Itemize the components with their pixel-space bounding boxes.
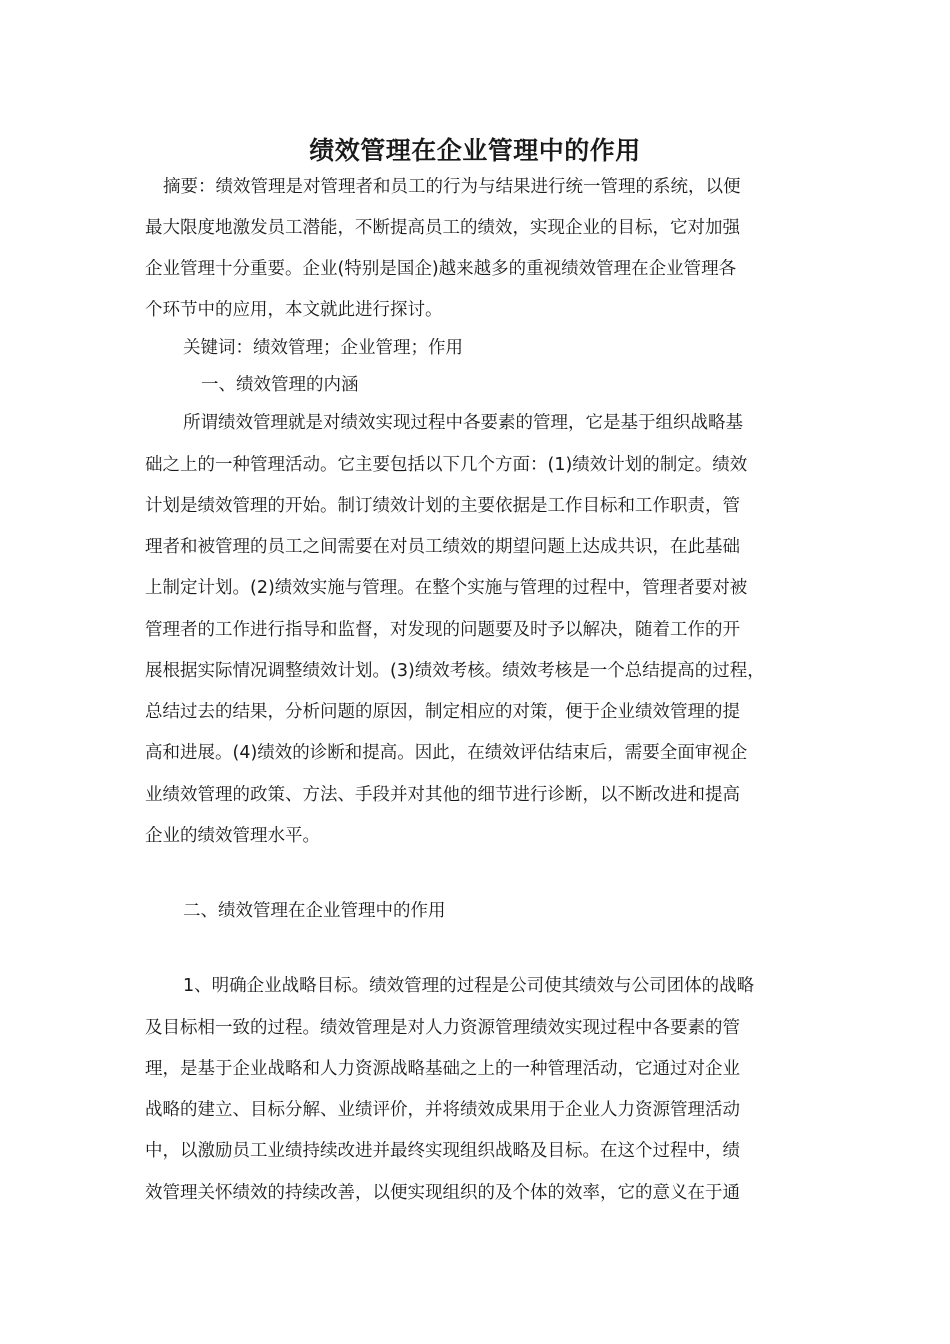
paragraph-line: 础之上的一种管理活动。它主要包括以下几个方面：(1)绩效计划的制定。绩效: [145, 455, 748, 475]
paragraph-line: 展根据实际情况调整绩效计划。(3)绩效考核。绩效考核是一个总结提高的过程，: [145, 661, 765, 681]
abstract-line: 个环节中的应用，本文就此进行探讨。: [145, 300, 443, 320]
paragraph-line: 上制定计划。(2)绩效实施与管理。在整个实施与管理的过程中，管理者要对被: [145, 578, 748, 598]
paragraph-line: 理，是基于企业战略和人力资源战略基础之上的一种管理活动，它通过对企业: [145, 1059, 740, 1079]
paragraph-line: 战略的建立、目标分解、业绩评价，并将绩效成果用于企业人力资源管理活动: [145, 1100, 740, 1120]
paragraph-line: 理者和被管理的员工之间需要在对员工绩效的期望问题上达成共识，在此基础: [145, 537, 740, 557]
section-heading: 二、绩效管理在企业管理中的作用: [183, 901, 446, 921]
paragraph-line: 管理者的工作进行指导和监督，对发现的问题要及时予以解决，随着工作的开: [145, 620, 740, 640]
paragraph-line: 中，以激励员工业绩持续改进并最终实现组织战略及目标。在这个过程中，绩: [145, 1141, 740, 1161]
abstract-line: 摘要：绩效管理是对管理者和员工的行为与结果进行统一管理的系统，以便: [163, 177, 741, 197]
paragraph-line: 及目标相一致的过程。绩效管理是对人力资源管理绩效实现过程中各要素的管: [145, 1018, 740, 1038]
paragraph-line: 总结过去的结果，分析问题的原因，制定相应的对策，便于企业绩效管理的提: [145, 702, 740, 722]
keywords-line: 关键词：绩效管理；企业管理；作用: [183, 338, 463, 358]
paragraph-line: 1、明确企业战略目标。绩效管理的过程是公司使其绩效与公司团体的战略: [183, 976, 755, 996]
abstract-line: 企业管理十分重要。企业(特别是国企)越来越多的重视绩效管理在企业管理各: [145, 259, 737, 279]
paragraph-line: 效管理关怀绩效的持续改善，以便实现组织的及个体的效率，它的意义在于通: [145, 1183, 740, 1203]
paragraph-line: 业绩效管理的政策、方法、手段并对其他的细节进行诊断，以不断改进和提高: [145, 785, 740, 805]
paragraph-line: 高和进展。(4)绩效的诊断和提高。因此，在绩效评估结束后，需要全面审视企: [145, 743, 748, 763]
paragraph-line: 所谓绩效管理就是对绩效实现过程中各要素的管理，它是基于组织战略基: [183, 413, 743, 433]
abstract-line: 最大限度地激发员工潜能，不断提高员工的绩效，实现企业的目标，它对加强: [145, 218, 740, 238]
paragraph-line: 企业的绩效管理水平。: [145, 826, 320, 846]
section-heading: 一、绩效管理的内涵: [201, 375, 359, 395]
paragraph-line: 计划是绩效管理的开始。制订绩效计划的主要依据是工作目标和工作职责，管: [145, 496, 740, 516]
document-title: 绩效管理在企业管理中的作用: [309, 136, 641, 165]
